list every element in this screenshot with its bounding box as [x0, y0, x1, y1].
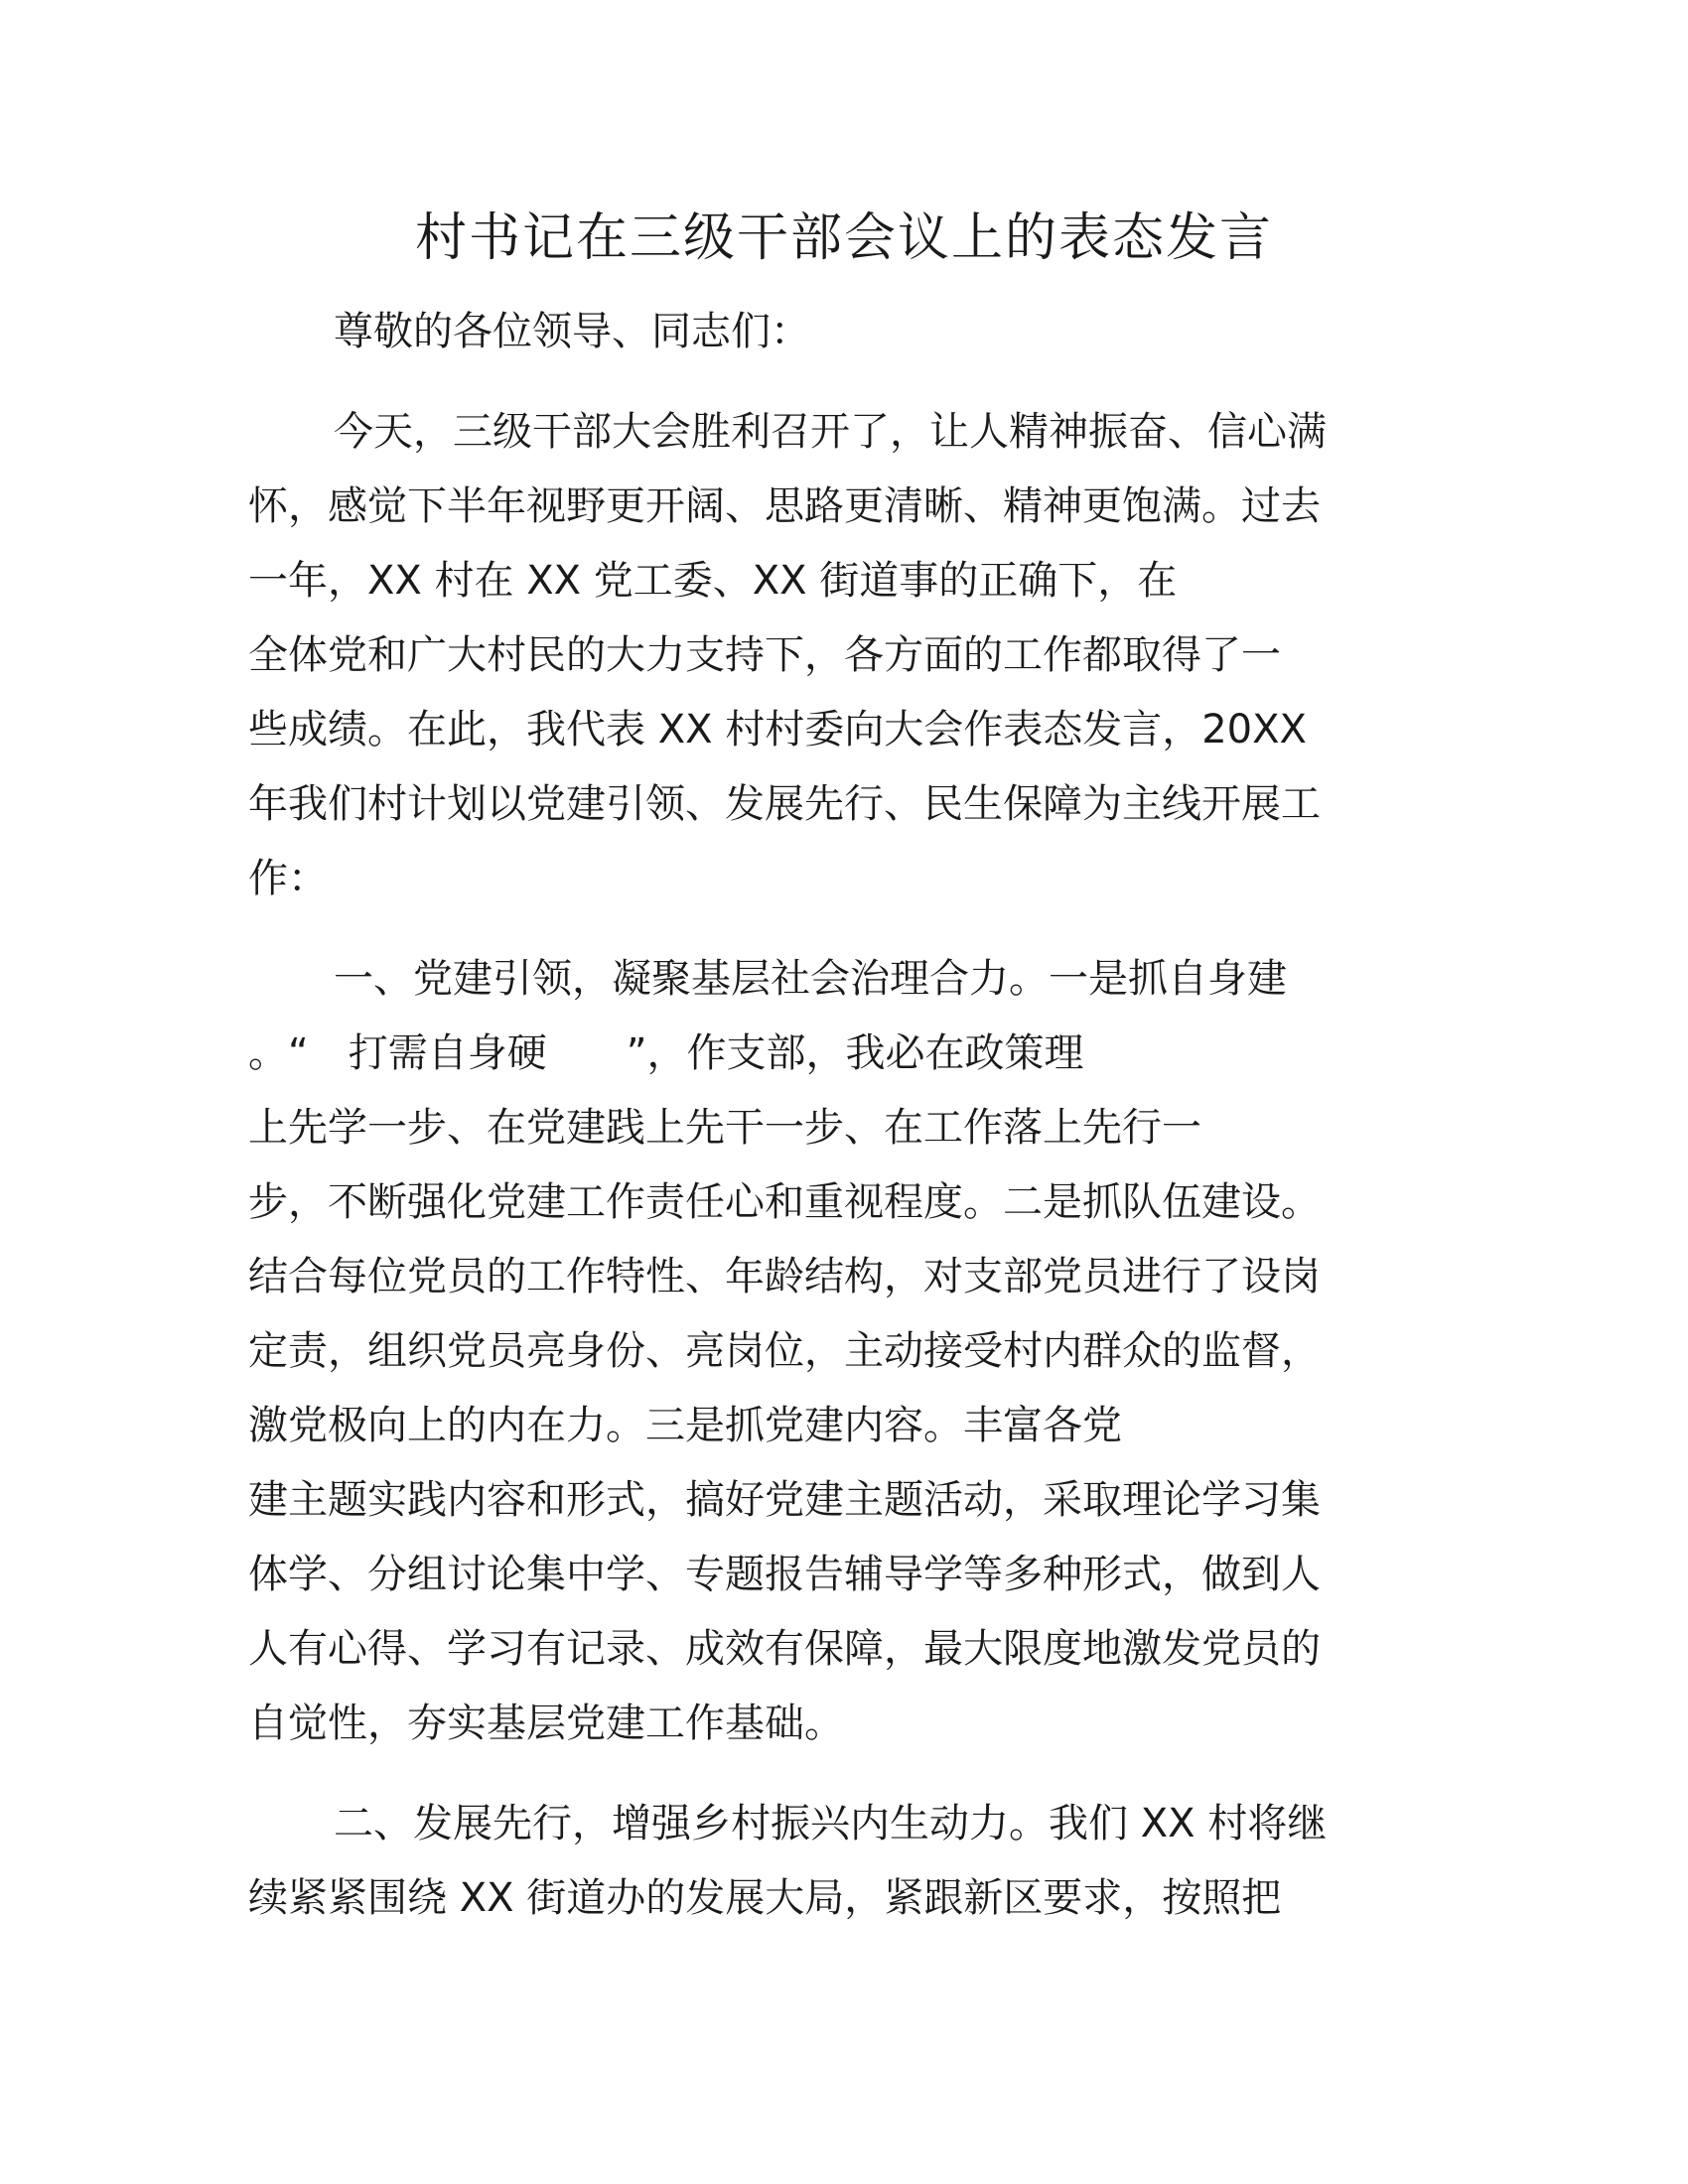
paragraph-line: 年我们村计划以党建引领、发展先行、民生保障为主线开展工 [248, 781, 1321, 827]
paragraph-line: 怀，感觉下半年视野更开阔、思路更清晰、精神更饱满。过去 [248, 483, 1321, 529]
salutation: 尊敬的各位领导、同志们： [334, 309, 810, 354]
paragraph-line: 结合每位党员的工作特性、年龄结构，对支部党员进行了设岗 [248, 1254, 1321, 1299]
paragraph-line: 全体党和广大村民的大力支持下，各方面的工作都取得了一 [248, 632, 1281, 678]
paragraph-line: 一、党建引领，凝聚基层社会治理合力。一是抓自身建 [334, 956, 1287, 1002]
paragraph-line: 上先学一步、在党建践上先干一步、在工作落上先行一 [248, 1105, 1201, 1151]
paragraph-line: 。“ 打需自身硬 ”，作支部，我必在政策理 [248, 1030, 1084, 1076]
paragraph-line: 体学、分组讨论集中学、专题报告辅导学等多种形式，做到人 [248, 1552, 1321, 1597]
paragraph-line: 激党极向上的内在力。三是抓党建内容。丰富各党 [248, 1403, 1122, 1448]
document-title: 村书记在三级干部会议上的表态发言 [414, 208, 1273, 268]
paragraph-line: 定责，组织党员亮身份、亮岗位，主动接受村内群众的监督， [248, 1328, 1321, 1374]
paragraph-line: 自觉性，夯实基层党建工作基础。 [248, 1701, 844, 1746]
paragraph-line: 作： [248, 856, 328, 901]
paragraph-line: 些成绩。在此，我代表 XX 村村委向大会作表态发言，20XX [248, 707, 1307, 752]
paragraph-line: 建主题实践内容和形式，搞好党建主题活动，采取理论学习集 [248, 1477, 1321, 1523]
paragraph-line: 步，不断强化党建工作责任心和重视程度。二是抓队伍建设。 [248, 1179, 1321, 1225]
paragraph-line: 二、发展先行，增强乡村振兴内生动力。我们 XX 村将继 [334, 1801, 1328, 1846]
paragraph-line: 一年，XX 村在 XX 党工委、XX 街道事的正确下，在 [248, 558, 1178, 604]
paragraph-line: 续紧紧围绕 XX 街道办的发展大局，紧跟新区要求，按照把 [248, 1875, 1282, 1921]
paragraph-line: 今天，三级干部大会胜利召开了，让人精神振奋、信心满 [334, 409, 1327, 455]
paragraph-line: 人有心得、学习有记录、成效有保障，最大限度地激发党员的 [248, 1626, 1321, 1672]
